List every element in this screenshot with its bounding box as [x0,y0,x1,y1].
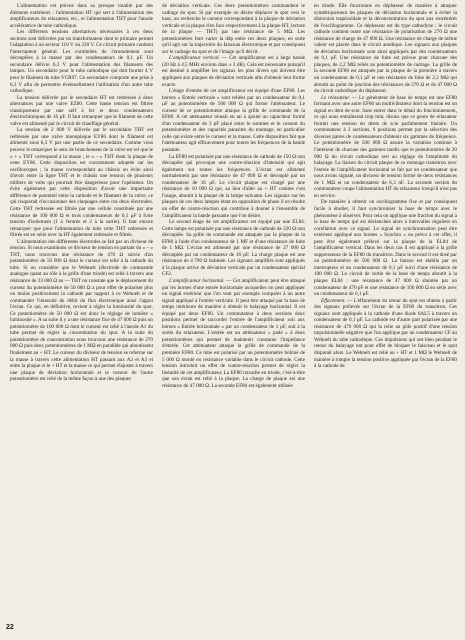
section-heading: Le relaxateur. [321,94,351,101]
paragraph [10,3,153,29]
paragraph-text: L'étage d'entrée de cet amplificateur est équipé d'une EF80. Les bornes « Entrée verticale » sont reliées par un condensateur de 0,1 µF au potentiomètre de 500 000 Ω qui forme l'atténuateur. Le curseur de ce potentiomètre attaque la grille de commande de la EF80. A cet atténuateur réussit en un à ajouté un capaciteur formé d'un condensateur de 3 pF placé entre le sommet et le curseur du potentiomètre et des capacités parasites du montage, en particulier celle qui existe entre le curseur et la masse. Cette disposition fait que l'atténuateur agit efficacement pour toutes les fréquences de la bande passante. [162,88,305,154]
paragraph [162,3,305,55]
paragraph-text: en triode. Elle fonctionne en déphaseur de manière à attaquer symétriquement les plaques de déviation horizontale et à éviter la distorsion trapézoïdale et la déconcentration du spot aux extrémités de l'oscillogramme. Ce déphaseur est du type cathodyne ; le circuit cathode contient outre une résistance de polarisation de 270 Ω une résistance de charge de 47 000 Ω. Une résistance de charge de même valeur est placée dans le circuit anodique. Les signaux aux plaques de déviation horizontale sont ainsi appliqués par des condensateurs de 0,1 µF. Une résistance de fuite est prévue pour chacune des plaques, de 2,2 MΩ reliés au potentiomètre de cadrage. La grille de la seconde EF80 est attaquée par la plaque de la première à travers un condensateur de 0,1 µF et une résistance de fuite de 2,2 MΩ qui aboutit au point de jonction des résistances de 270 Ω et de 47 000 Ω du circuit cathodique du déphaseur. [314,3,457,95]
paragraph-text: La tension délivrée par le secondaire HT est redressée à deux alternances par une valve EZ80. Cette haute tension est filtrée classiquement par une self à fer et deux condensateurs électrochimiques de 16 µF. Il faut remarquer que le filament de cette valve est alimenté par le circuit de chauffage général. [10,94,153,127]
paragraph-text: Les différents tensions alternatives nécessaires à ces deux sections sont délivrées par un transformateur dont le primaire permet l'adaptation à un secteur 110 V ou 220 V. Ce circuit primaire contient l'interrupteur général. Les extrémités de l'enroulement sont découplées à la masse par des condensateurs de 0,1 µF. Un secondaire délivre 6,3 V pour l'alimentation des filaments des lampes. Un secondaire pour le tube cathodique qui doit fournir 4 V pour le filament du tube VCR97. Ce secondaire comporte une prise à 6,3 V afin de permettre éventuellement l'utilisation d'un autre tube cathodique. [10,29,153,95]
paragraph [314,199,457,297]
paragraph-text: De manière à obtenir un oscillogramme fixe et par conséquent facile à étudier, il faut synchroniser la base de temps avec le phénomène à observer. Pour cela on applique une fraction du signal à la base de temps qui est déclenchée alors à intervalles réguliers en corrélation avec ce signal. Le signal de synchronisation peut être extérieur appliqué aux bornes « Synchro » ou prévu à cet effet, il peut être également prélevé sur la plaque de la EL84 de l'amplificateur vertical. Dans les deux cas il est appliqué à la grille suppresseuse de la EF80 du transitron. Dans le second il est dosé par un potentiomètre de 500 000 Ω. La liaison est établie par un interrupteur et un condensateur de 0,1 µF suivi d'une résistance de 100 000 Ω. Le circuit de sortie de la base de temps aboutit à la plaque EL84 : une résistance de 47 000 Ω shuntée par un condensateur de 470 pF et une résistance de 100 000 Ω en série avec un condensateur de 0,1 µF. [314,199,457,298]
paragraph-text: — Cet amplificateur peut être attaqué par les bornes d'une entrée horizontale auxquelles on peut appliquer un signal extérieur que l'on veut par exemple comparer à un autre signal appliqué à l'entrée verticale. Il peut être attaqué par la base de temps intérieure de manière à obtenir le balayage horizontal. Il est équipé par deux EF80. Un commutateur à deux sections deux positions permet de raccorder l'entrée de l'amplificateur soit aux bornes « Entrée horizontale » par un condensateur de 1 µF, soit à la sortie du relaxateur. L'entrée est un atténuateur « padé » à deux potentiomètres qui permet de maintenir constante l'impédance d'entrée. Cet atténuateur attaque la grille de commande de la première EF80. Ce tube est polarisé par un potentiomètre bobiné de 5 000 Ω monté en résistance variable dans le circuit cathode. Cette tension introduit un effet de contre-réaction permet de régler la linéarité de cet amplificateur. La EF80 travaille en triode, c'est-à-dire que son écran est relié à la plaque. La charge de plaque est une résistance de 47 000 Ω. La seconde EF80 est également utilisée [162,277,305,389]
paragraph [10,29,153,94]
section-heading: Effacement. [321,297,346,304]
paragraph [10,239,153,383]
section-heading: L'amplificateur horizontal. [169,277,225,284]
paragraph-text: La tension de 2 000 V délivrée par le secondaire THT est redressée par une valve monoplaque EY86 dont le filament est alimenté sous 6,3 V par une partie de ce secondaire. Comme vous pouvez le remarquer le sens de branchement de la valve est tel que le « + » THT correspond à la masse ; le « – » THT étant la plaque de cette EY86. Cette disposition est couramment adoptée sur les oscilloscopes ; la masse correspondant au châssis on évite ainsi d'avoir entre la ligne THT et le châssis une tension de plusieurs milliers de volts qui pourrait être dangereuse pour l'opérateur. On évite également par cette disposition d'avoir une importante différence de potentiel entre la cathode et le filament de la valve, ce qui risquerait d'occasionner des claquages entre ces deux électrodes. Cette THT redressée est filtrée par une cellule constituée par une résistance de 100 000 Ω et trois condensateurs de 0,1 µF à forte tension d'isolement (1 à l'entrée et 2 à la sortie). Il faut encore remarquer que pour l'alimentation du tube cette THT redressée et filtrée est en série avec la HT également redressée et filtrée. [10,127,153,239]
text-column-3 [314,3,457,631]
page-number: 22 [6,624,14,631]
paragraph-text: de déviation verticale. Ces deux potentiomètres commandent le cadrage du spot. Si par exemple on désire déplacer le spot vers le haut, on recherche le curseur correspondant à la plaque de déviation verticale et la plaque d'en face respectivement à la plaque HT, lecture de la plaque — THT) par une résistance de 5 MΩ. Les potentiomètres font varier la ddp entre ces deux plaques, en sorte qu'il agit sur la trajectoire du faisceau électronique et par conséquent sur le cadrage du spot et de l'image qu'il décrit. [162,3,305,55]
paragraph [314,298,457,370]
paragraph [162,88,305,153]
paragraph [10,95,153,128]
paragraph [162,219,305,278]
paragraph-text: L'alimentation des différentes électrodes se fait par un diviseur de tension. Si nous examinons ce diviseur de tension en partant du « – » THT, nous trouvons une résistance de 470 Ω suivie d'un potentiomètre de 50 000 Ω dont le curseur est relié à la cathode du tube. Si on considère que le Wehnelt (électrode de commande analogue quant au rôle à la grille d'une triode) est relié à travers une résistance de 33 000 Ω au — THT on constate que le déplacement du curseur du potentiomètre de 50 000 Ω a pour effet de polariser plus ou moins positivement la cathode par rapport à ce Wehnelt et de commander l'intensité du débit du flux électronique ainsi l'appui l'écran. Ce qui, en définitive, revient à régler la luminosité du spot. Ce potentiomètre de 50 000 Ω est donc le réglage de lumière « luminosité ». A sa suite il y a une résistance fixe de 47 000 Ω puis un potentiomètre de 100 000 Ω dont le curseur est relié à l'anode A1 du tube permet de régler la concentration du spot. A la suite du potentiomètre de concentration nous trouvons une résistance de 270 000 Ω puis deux potentiomètres de 1 MΩ en parallèle qui aboutissent finalement au + HT. Le curseur du diviseur de tension se referme sur la masse à travers cette alimentation HT passant aux A2 et A3 et entre la plaque et le + HT et la masse ce qui permet d'ajuster à travers une plaque de déviation horizontale et le curseur de l'autre potentiomètre est relié de la même façon à une des plaques [10,238,153,383]
paragraph-text: Le second étage de cet amplificateur est équipé par une EL84. Cette lampe est polarisée par une résistance de cathode de 220 Ω non découplée. Sa grille de commande est attaquée par la plaque de la EF80 à l'aide d'un condensateur de 1 MF et d'une résistance de fuite de 1 MΩ. L'écran est alimenté par une résistance de 27 000 Ω découplée par un condensateur de 16 µF. La charge plaque est une résistance de 4 700 Ω bobinée. Les signaux amplifiés sont appliqués à la plaque active de déviation verticale par un condensateur spécial CF2. [162,219,305,278]
paragraph [10,127,153,238]
paragraph-text: L'alimentation est prévue dans sa presque totalité par des éléments extérieurs : l'alimentation HT qui sert à l'alimentation des amplificateurs du relaxateur, etc., et l'alimentation THT pour l'anode accélératrice de tube cathodique. [10,3,153,29]
paragraph [162,55,305,88]
paragraph [162,154,305,219]
paragraph-text: — L'effacement du retour du spot est obtenu à partir des signaux prélevés sur l'écran de la EF80 du transitron. Ces signaux sont appliqués à la cathode d'une diode 6AL5 à travers un condensateur de 0,1 µF. La cathode est d'autre part polarisée par une résistance de 470 000 Ω qui la relie au pôle positif d'une tension impulsionnelle négative que l'on applique par un condensateur CF au Wehnelt du tube cathodique. Ces impulsions qui ont bien pendant le retour du balayage ont pour effet de bloquer le faisceau et le spot disparaît alors. Le Wehnelt est relié au + HT et 1 MΩ le Wehnelt de manière à rompre la tension positive appliquée par l'écran de la EF80 à la cathode de [314,297,457,370]
text-column-1 [10,3,153,625]
paragraph [162,278,305,389]
paragraph [314,3,457,95]
paragraph-text: — Cet amplificateur est à large bande (20 Hz à 4,5 MHz environ dans ± 3 dB). Cela est nécessaire puisqu'il est destiné à amplifier les signaux les plus divers qui doivent être appliqués aux plaques de déviation verticale afin d'obtenir leur forme exacte. [162,55,305,88]
paragraph-text: La EF80 est polarisée par une résistance de cathode de 150 Ω non découplée qui provoque une contre-réaction d'intensité qui agit également sur toutes les fréquences. L'écran est alimenté normalement par une résistance de 47 000 Ω et découplé par un condensateur de 16 µF. Le circuit plaque est chargé par une résistance de 10 000 Ω qui, au lieu d'aller au + HT comme c'est l'usage, aboutit à la plaque de la lampe suivante. Les signaux sur les plaques de ces deux lampes étant en opposition de phase il en résulte un effet de contre-réaction qui contribue à donner à l'ensemble de l'amplificateur la bande passante que l'on désire. [162,153,305,219]
text-column-2 [162,3,305,631]
paragraph [314,95,457,200]
paragraph-text: — Le générateur de base de temps est une EF80 formant avec une autre EF80 un multivibrateur dont la tension est un signal en dent de scie. Sans entrer dans le détail du fonctionnement, ce qui nous entraînerait trop loin, disons que ce genre de relaxateur fournit une tension en dents de scie parfaitement linéaire. Un commutateur à 2 sections, 6 positions permet par la sélection des diverses paires de condensateurs d'obtenir six gammes de fréquence. Le potentiomètre de 500 000 Ω assure la variation continue à l'intérieur de chacune des gammes tandis que le potentiomètre de 20 000 Ω du circuit cathodique sert au réglage de l'amplitude du balayage. La liaison du circuit plaque de ce montage transitron avec l'entrée de l'amplificateur horizontal se fait par un condensateur que nous avons signalé, un diviseur de tension formé de deux résistances de 1 MΩ et un condensateur de 6,3 nF. La seconde section du commutateur coupe l'alimentation HT du relaxateur lorsqu'il n'est pas en service. [314,94,457,199]
section-heading: L'amplificateur vertical. [169,55,220,62]
